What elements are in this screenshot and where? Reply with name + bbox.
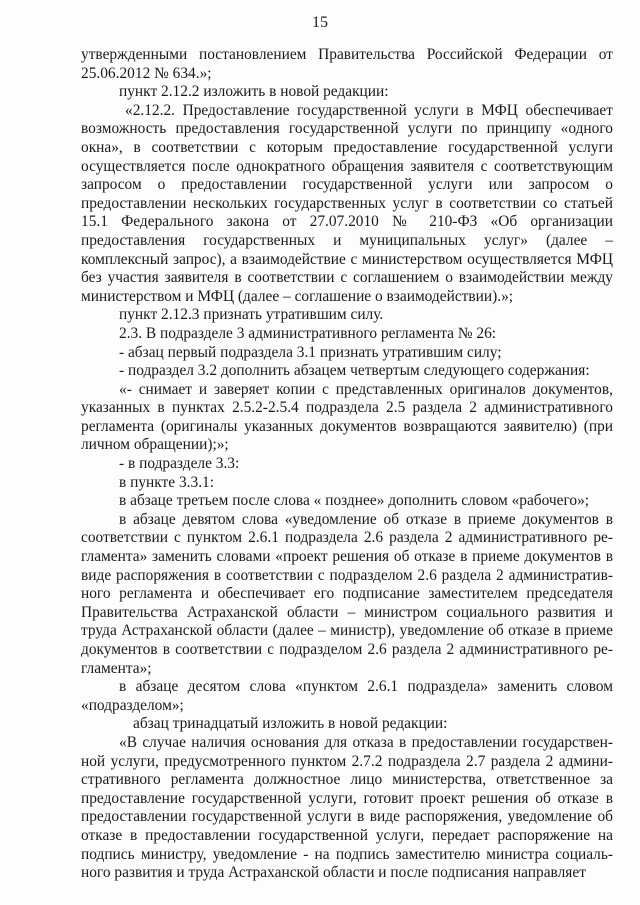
paragraph-6: - абзац первый подраздела 3.1 признать утратившим силу; bbox=[119, 343, 502, 361]
paragraph-14: абзац тринадцатый изложить в новой редакции: bbox=[133, 715, 448, 733]
page-number: 15 bbox=[312, 14, 328, 31]
paragraph-13: в абзаце десятом слова «пунктом 2.6.1 подраздела» заменить словом «подразделом»; bbox=[81, 678, 613, 714]
paragraph-12: в абзаце девятом слова «уведомление об отказе в приеме документов в соответствии с пунктом 2.6.1 подраздела 2.6 раздела 2 административного регламента» заменить словами «проект решения об отказе в приеме документов в виде распоряжения в соответствии с подразделом 2.6 раздела 2 административного регламента и обеспечивает его подписание заместителем председателя Правительства Астраханской области – министром социального развития и труда Астраханской области (далее – министр), уведомление об отказе в приеме документов в соответствии с подразделом 2.6 раздела 2 административного регламента»; bbox=[81, 510, 613, 677]
paragraph-3: «2.12.2. Предоставление государственной услуги в МФЦ обеспечивает возможность предоставления государственной услуги по принципу «одного окна», в соответствии с которым предоставление государственной услуги осуществляется после однократного обращения заявителя с соответствующим запросом о предоставлении государственной услуги или запросом о предоставлении нескольких государственных услуг в соответствии со статьей 15.1 Федерального закона от 27.07.2010 № 210-ФЗ «Об организации предоставления государственных и муниципальных услуг» (далее – комплексный запрос), а взаимодействие с министерством осуществляется МФЦ без участия заявителя в соответствии с соглашением о взаимодействии между министерством и МФЦ (далее – соглашение о взаимодействии).»; bbox=[81, 101, 613, 305]
paragraph-8: «- снимает и заверяет копии с представленных оригиналов документов, указанных в пунктах 2.5.2-2.5.4 подраздела 2.5 раздела 2 административного регламента (оригиналы указанных документов возвращаются заявителю) (при личном обращении);»; bbox=[81, 380, 613, 454]
paragraph-15: «В случае наличия основания для отказа в предоставлении государственной услуги, предусмотренного пунктом 2.7.2 подраздела 2.7 раздела 2 административного регламента должностное лицо министерства, ответственное за предоставление государственной услуги, готовит проект решения об отказе в предоставлении государственной услуги в виде распоряжения, уведомление об отказе в предоставлении государственной услуги, передает распоряжение на подпись министру, уведомление - на подпись заместителю министра социального развития и труда Астраханской области и после подписания направляет bbox=[81, 733, 613, 882]
paragraph-4: пункт 2.12.3 признать утратившим силу. bbox=[119, 306, 384, 324]
paragraph-5: 2.3. В подразделе 3 административного регламента № 26: bbox=[119, 324, 497, 342]
paragraph-7: - подраздел 3.2 дополнить абзацем четвертым следующего содержания: bbox=[119, 362, 590, 380]
paragraph-10: в пункте 3.3.1: bbox=[119, 473, 215, 491]
document-body bbox=[81, 46, 613, 883]
paragraph-2: пункт 2.12.2 изложить в новой редакции: bbox=[119, 83, 389, 101]
paragraph-9: - в подразделе 3.3: bbox=[119, 455, 240, 473]
paragraph-11: в абзаце третьем после слова « позднее» дополнить словом «рабочего»; bbox=[119, 492, 590, 510]
paragraph-1: утвержденными постановлением Правительства Российской Федерации от 25.06.2012 № 634.»; bbox=[81, 46, 613, 82]
